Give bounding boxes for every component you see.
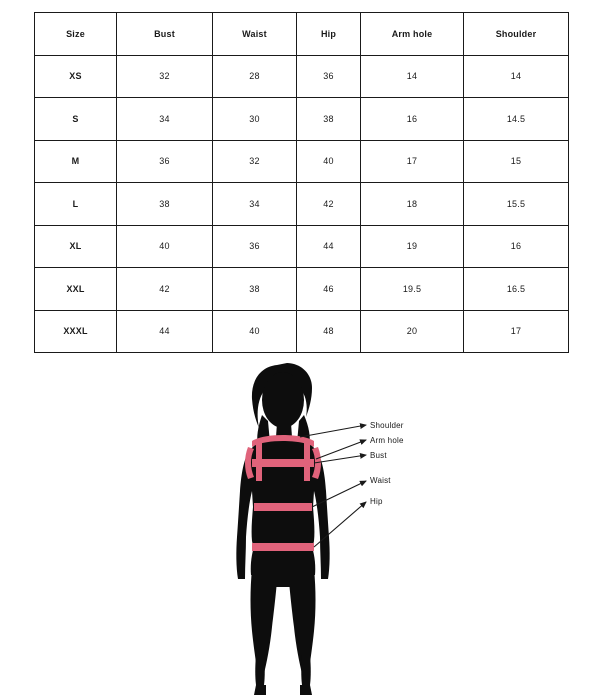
cell-size: XXL	[35, 268, 117, 311]
cell-shoulder: 15	[464, 140, 569, 183]
left-lower-leg	[255, 655, 265, 685]
table-row	[35, 268, 569, 311]
head-shape	[262, 372, 304, 428]
table-row	[35, 98, 569, 141]
cell-shoulder: 15.5	[464, 183, 569, 226]
cell-arm-hole: 18	[361, 183, 464, 226]
callout-label-shoulder: Shoulder	[370, 421, 404, 430]
cell-waist: 34	[213, 183, 297, 226]
callout-label-waist: Waist	[370, 476, 391, 485]
cell-bust: 42	[117, 268, 213, 311]
table-header-row	[35, 13, 569, 56]
callout-label-arm-hole: Arm hole	[370, 436, 404, 445]
cell-shoulder: 17	[464, 310, 569, 353]
cell-hip: 46	[297, 268, 361, 311]
cell-bust: 32	[117, 55, 213, 98]
cell-bust: 40	[117, 225, 213, 268]
table-row	[35, 310, 569, 353]
column-header-bust: Bust	[117, 13, 213, 56]
table-body	[35, 55, 569, 353]
table-header	[35, 13, 569, 56]
column-header-waist: Waist	[213, 13, 297, 56]
right-forearm-shape	[320, 537, 330, 579]
cell-bust: 38	[117, 183, 213, 226]
bust-leader-line	[314, 455, 366, 463]
bust-measure-band	[252, 459, 314, 467]
cell-shoulder: 16.5	[464, 268, 569, 311]
cell-hip: 44	[297, 225, 361, 268]
cell-waist: 32	[213, 140, 297, 183]
cell-shoulder: 14.5	[464, 98, 569, 141]
cell-arm-hole: 17	[361, 140, 464, 183]
callout-label-bust: Bust	[370, 451, 387, 460]
column-header-arm-hole: Arm hole	[361, 13, 464, 56]
column-header-shoulder: Shoulder	[464, 13, 569, 56]
cell-size: XL	[35, 225, 117, 268]
cell-shoulder: 16	[464, 225, 569, 268]
cell-arm-hole: 19	[361, 225, 464, 268]
cell-size: XS	[35, 55, 117, 98]
female-body-silhouette-icon	[0, 355, 600, 700]
left-forearm-shape	[236, 537, 246, 579]
waist-measure-band	[254, 503, 312, 511]
shoulder-leader-line	[300, 425, 366, 437]
table-row	[35, 140, 569, 183]
cell-arm-hole: 19.5	[361, 268, 464, 311]
cell-shoulder: 14	[464, 55, 569, 98]
table-row	[35, 225, 569, 268]
cell-hip: 36	[297, 55, 361, 98]
hip-measure-band	[252, 543, 314, 551]
cell-hip: 40	[297, 140, 361, 183]
right-lower-leg	[301, 655, 311, 685]
neck-shape	[276, 423, 292, 437]
cell-arm-hole: 16	[361, 98, 464, 141]
cell-bust: 44	[117, 310, 213, 353]
cell-hip: 38	[297, 98, 361, 141]
cell-size: L	[35, 183, 117, 226]
cell-bust: 36	[117, 140, 213, 183]
column-header-size: Size	[35, 13, 117, 56]
right-foot-shape	[300, 685, 312, 695]
size-chart-container	[34, 12, 568, 353]
left-foot-shape	[254, 685, 266, 695]
cell-size: XXXL	[35, 310, 117, 353]
callout-label-hip: Hip	[370, 497, 383, 506]
cell-waist: 28	[213, 55, 297, 98]
column-header-hip: Hip	[297, 13, 361, 56]
size-chart-table	[34, 12, 569, 353]
cell-waist: 38	[213, 268, 297, 311]
table-row	[35, 55, 569, 98]
table-row	[35, 183, 569, 226]
cell-bust: 34	[117, 98, 213, 141]
cell-waist: 40	[213, 310, 297, 353]
cell-waist: 36	[213, 225, 297, 268]
cell-arm-hole: 20	[361, 310, 464, 353]
cell-size: S	[35, 98, 117, 141]
cell-hip: 42	[297, 183, 361, 226]
cell-waist: 30	[213, 98, 297, 141]
measurement-figure	[0, 355, 600, 700]
cell-hip: 48	[297, 310, 361, 353]
thigh-filler	[252, 569, 314, 587]
cell-arm-hole: 14	[361, 55, 464, 98]
cell-size: M	[35, 140, 117, 183]
